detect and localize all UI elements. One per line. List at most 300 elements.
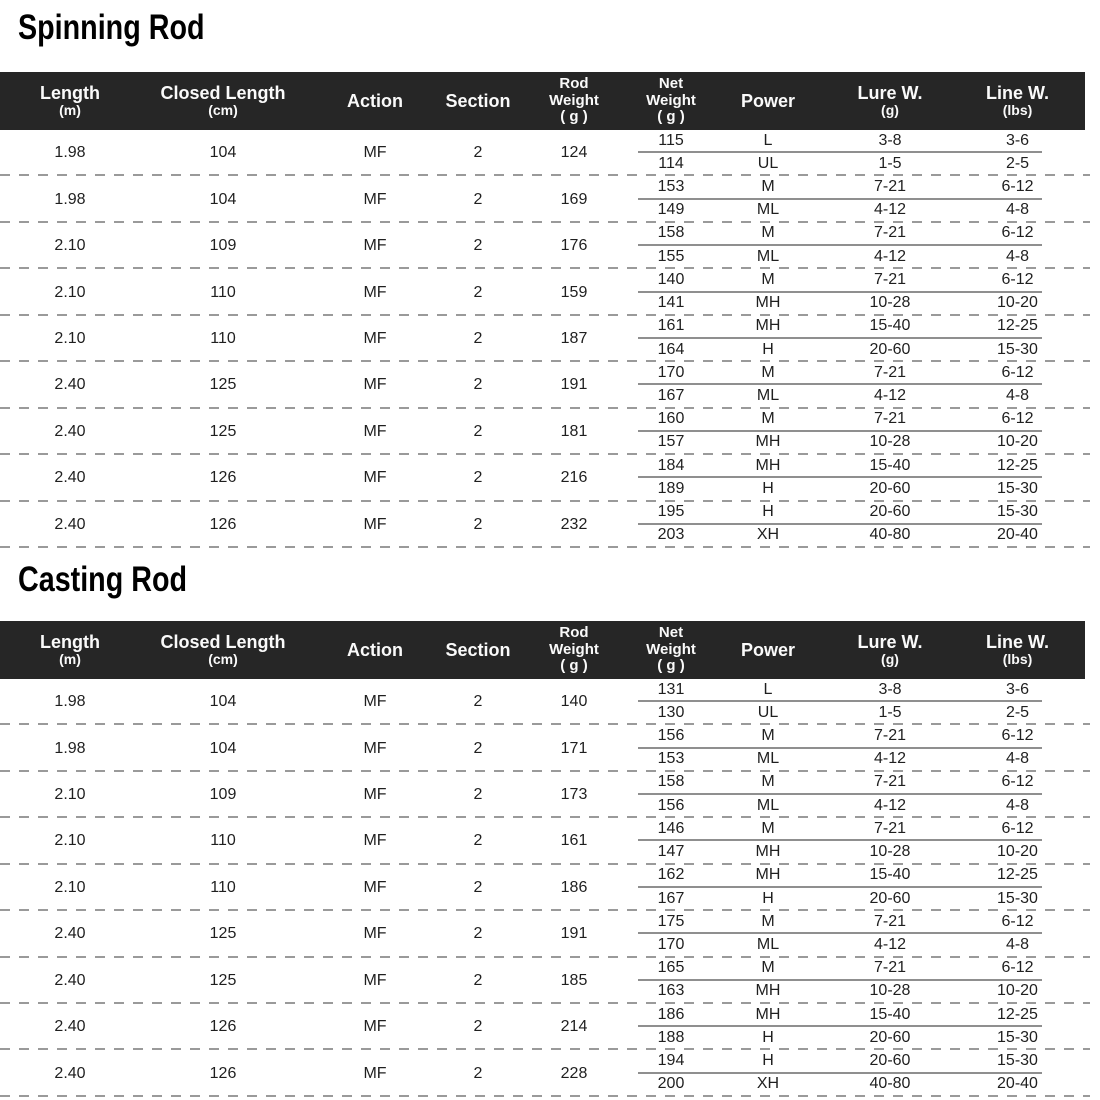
cell-rod-weight: 191	[560, 925, 588, 943]
cell-rod-weight: 191	[560, 376, 588, 394]
cell-lure-w: 7-21	[873, 959, 907, 977]
cell-line-w: 6-12	[1001, 726, 1034, 744]
cell-lure-w: 4-12	[873, 750, 907, 768]
cell-rod-weight: 173	[560, 786, 588, 804]
cell-section: 2	[473, 739, 483, 757]
variant-row	[636, 316, 1085, 337]
cell-power: MH	[755, 456, 781, 474]
cell-lure-w: 7-21	[873, 726, 907, 744]
header-label-line: Action	[347, 639, 403, 660]
variant-row	[636, 725, 1085, 746]
cell-net-weight: 162	[657, 866, 685, 884]
variant-row	[636, 385, 1085, 406]
cell-rod-weight: 187	[560, 329, 588, 347]
cell-length: 2.10	[54, 237, 86, 255]
column-header-length	[0, 83, 140, 119]
header-label-line: Section	[445, 90, 511, 111]
variant-block	[636, 725, 1085, 769]
cell-lure-w: 15-40	[869, 866, 911, 884]
cell-closed-length: 104	[209, 190, 237, 208]
variant-row	[636, 679, 1085, 700]
cell-net-weight: 160	[657, 410, 685, 428]
cell-net-weight: 189	[657, 479, 685, 497]
cell-line-w: 2-5	[1005, 154, 1030, 172]
variant-row	[636, 176, 1085, 197]
cell-length: 2.10	[54, 878, 86, 896]
cell-lure-w: 4-12	[873, 796, 907, 814]
variant-row	[636, 934, 1085, 955]
cell-power: H	[762, 503, 774, 521]
variant-row	[636, 981, 1085, 1002]
cell-line-w: 10-20	[997, 843, 1038, 861]
variant-block	[636, 1050, 1085, 1094]
header-label-line: (cm)	[208, 651, 238, 668]
cell-action: MF	[363, 376, 387, 394]
cell-lure-w: 7-21	[873, 363, 907, 381]
variant-row	[636, 1050, 1085, 1071]
variant-row	[636, 502, 1085, 523]
header-label-line: Rod	[559, 74, 589, 92]
column-header-length	[0, 632, 140, 668]
cell-net-weight: 153	[657, 750, 685, 768]
cell-length: 2.40	[54, 971, 86, 989]
column-header-section	[444, 640, 512, 660]
cell-length: 2.10	[54, 283, 86, 301]
variant-row	[636, 130, 1085, 151]
cell-length: 2.40	[54, 1064, 86, 1082]
cell-length: 2.40	[54, 925, 86, 943]
header-label-line: Weight	[646, 640, 696, 658]
variant-block	[636, 818, 1085, 862]
cell-net-weight: 186	[657, 1005, 685, 1023]
spinning-rod-body	[0, 130, 1085, 548]
cell-length: 2.40	[54, 469, 86, 487]
header-label-line: (lbs)	[1002, 651, 1033, 668]
cell-length: 1.98	[54, 739, 86, 757]
spinning-rod-header-row	[0, 72, 1085, 130]
cell-power: M	[761, 178, 775, 196]
column-header-action	[306, 640, 444, 660]
cell-line-w: 4-8	[1005, 750, 1030, 768]
cell-closed-length: 126	[209, 1064, 237, 1082]
cell-section: 2	[473, 283, 483, 301]
cell-line-w: 6-12	[1001, 773, 1034, 791]
header-label-line: Section	[445, 639, 511, 660]
cell-power: M	[761, 912, 775, 930]
cell-net-weight: 175	[657, 912, 685, 930]
column-header-lure-w	[830, 83, 950, 119]
variant-row	[636, 702, 1085, 723]
cell-action: MF	[363, 237, 387, 255]
cell-net-weight: 131	[657, 680, 685, 698]
cell-line-w: 15-30	[997, 1052, 1038, 1070]
cell-rod-weight: 232	[560, 515, 588, 533]
table-row	[0, 1004, 1085, 1050]
cell-power: ML	[756, 796, 780, 814]
cell-length: 2.40	[54, 376, 86, 394]
cell-lure-w: 10-28	[869, 843, 911, 861]
cell-line-w: 6-12	[1001, 410, 1034, 428]
cell-closed-length: 109	[209, 237, 237, 255]
variant-row	[636, 818, 1085, 839]
cell-power: UL	[757, 703, 779, 721]
cell-power: MH	[755, 982, 781, 1000]
variant-row	[636, 269, 1085, 290]
casting-rod-body	[0, 679, 1085, 1097]
variant-row	[636, 153, 1085, 174]
cell-line-w: 15-30	[997, 503, 1038, 521]
cell-power: L	[763, 131, 773, 149]
cell-lure-w: 4-12	[873, 201, 907, 219]
header-label-line: Action	[347, 90, 403, 111]
variant-block	[636, 130, 1085, 174]
variant-block	[636, 958, 1085, 1002]
spinning-rod-title: Spinning Rod	[18, 8, 205, 47]
cell-power: XH	[756, 526, 780, 544]
cell-closed-length: 126	[209, 1018, 237, 1036]
cell-power: ML	[756, 201, 780, 219]
cell-action: MF	[363, 1018, 387, 1036]
cell-line-w: 3-6	[1005, 131, 1030, 149]
variant-row	[636, 200, 1085, 221]
header-label-line: Weight	[646, 91, 696, 109]
cell-net-weight: 115	[658, 131, 684, 149]
cell-closed-length: 125	[209, 925, 237, 943]
cell-action: MF	[363, 422, 387, 440]
column-header-net-weight	[636, 625, 706, 675]
cell-net-weight: 130	[657, 703, 685, 721]
cell-net-weight: 170	[657, 935, 685, 953]
cell-closed-length: 126	[209, 469, 237, 487]
cell-power: H	[762, 479, 774, 497]
cell-section: 2	[473, 878, 483, 896]
header-label-line: Lure W.	[857, 83, 923, 104]
variant-block	[636, 911, 1085, 955]
cell-lure-w: 20-60	[869, 340, 911, 358]
cell-action: MF	[363, 469, 387, 487]
cell-line-w: 20-40	[997, 1075, 1038, 1093]
column-header-rod-weight	[512, 76, 636, 126]
header-label-line: Weight	[549, 91, 599, 109]
cell-rod-weight: 181	[560, 422, 588, 440]
cell-line-w: 12-25	[997, 1005, 1038, 1023]
table-row	[0, 865, 1085, 911]
cell-line-w: 4-8	[1005, 935, 1030, 953]
header-label-line: Lure W.	[857, 632, 923, 653]
variant-block	[636, 176, 1085, 220]
cell-power: M	[761, 819, 775, 837]
variant-row	[636, 958, 1085, 979]
cell-line-w: 4-8	[1005, 796, 1030, 814]
cell-rod-weight: 214	[560, 1018, 588, 1036]
cell-length: 2.40	[54, 515, 86, 533]
cell-length: 1.98	[54, 190, 86, 208]
cell-lure-w: 15-40	[869, 456, 911, 474]
variant-row	[636, 432, 1085, 453]
variant-block	[636, 679, 1085, 723]
variant-block	[636, 865, 1085, 909]
cell-closed-length: 104	[209, 693, 237, 711]
cell-lure-w: 7-21	[873, 178, 907, 196]
column-header-rod-weight	[512, 625, 636, 675]
variant-row	[636, 246, 1085, 267]
table-row	[0, 269, 1085, 315]
cell-action: MF	[363, 1064, 387, 1082]
header-label-line: Line W.	[986, 83, 1049, 104]
cell-net-weight: 163	[657, 982, 685, 1000]
column-header-lure-w	[830, 632, 950, 668]
header-label-line: ( g )	[560, 108, 588, 126]
spinning-rod-table	[0, 0, 1100, 548]
cell-lure-w: 7-21	[873, 270, 907, 288]
table-row	[0, 316, 1085, 362]
header-label-line: (g)	[881, 102, 899, 119]
cell-power: MH	[755, 294, 781, 312]
cell-line-w: 10-20	[997, 294, 1038, 312]
cell-net-weight: 114	[658, 154, 684, 172]
cell-line-w: 15-30	[997, 479, 1038, 497]
cell-closed-length: 110	[210, 329, 236, 347]
cell-lure-w: 20-60	[869, 1052, 911, 1070]
table-row	[0, 1050, 1085, 1096]
cell-net-weight: 158	[657, 773, 685, 791]
table-row	[0, 409, 1085, 455]
cell-action: MF	[363, 144, 387, 162]
cell-power: M	[761, 726, 775, 744]
cell-power: MH	[755, 866, 781, 884]
cell-section: 2	[473, 1018, 483, 1036]
cell-power: UL	[757, 154, 779, 172]
cell-section: 2	[473, 190, 483, 208]
cell-rod-weight: 171	[560, 739, 588, 757]
cell-lure-w: 10-28	[869, 982, 911, 1000]
variant-block	[636, 502, 1085, 546]
cell-rod-weight: 159	[560, 283, 588, 301]
cell-length: 2.40	[54, 422, 86, 440]
column-header-line-w	[950, 632, 1085, 668]
cell-net-weight: 167	[657, 889, 685, 907]
header-label-line: (m)	[59, 651, 81, 668]
cell-net-weight: 146	[657, 819, 685, 837]
variant-row	[636, 749, 1085, 770]
cell-length: 2.10	[54, 329, 86, 347]
cell-net-weight: 203	[657, 526, 685, 544]
cell-rod-weight: 140	[560, 693, 588, 711]
cell-closed-length: 126	[209, 515, 237, 533]
cell-line-w: 15-30	[997, 1028, 1038, 1046]
cell-closed-length: 110	[210, 832, 236, 850]
column-header-closed-length	[140, 632, 306, 668]
cell-line-w: 4-8	[1005, 201, 1030, 219]
cell-section: 2	[473, 144, 483, 162]
variant-row	[636, 409, 1085, 430]
header-label-line: (m)	[59, 102, 81, 119]
cell-lure-w: 3-8	[878, 131, 902, 149]
variant-row	[636, 455, 1085, 476]
cell-action: MF	[363, 878, 387, 896]
cell-rod-weight: 124	[560, 144, 588, 162]
header-label-line: (g)	[881, 651, 899, 668]
variant-block	[636, 269, 1085, 313]
header-label-line: ( g )	[657, 108, 685, 126]
cell-net-weight: 184	[657, 456, 685, 474]
cell-power: L	[763, 680, 773, 698]
cell-line-w: 2-5	[1005, 703, 1030, 721]
cell-section: 2	[473, 422, 483, 440]
variant-row	[636, 1074, 1085, 1095]
cell-lure-w: 20-60	[869, 889, 911, 907]
cell-rod-weight: 176	[560, 237, 588, 255]
cell-power: H	[762, 1052, 774, 1070]
variant-row	[636, 362, 1085, 383]
header-label-line: Weight	[549, 640, 599, 658]
table-row	[0, 362, 1085, 408]
casting-rod-header-row	[0, 621, 1085, 679]
table-row	[0, 223, 1085, 269]
cell-net-weight: 195	[657, 503, 685, 521]
cell-line-w: 6-12	[1001, 224, 1034, 242]
table-row	[0, 818, 1085, 864]
cell-lure-w: 4-12	[873, 247, 907, 265]
cell-line-w: 10-20	[997, 433, 1038, 451]
cell-action: MF	[363, 283, 387, 301]
header-label-line: ( g )	[657, 657, 685, 675]
cell-closed-length: 125	[209, 422, 237, 440]
cell-line-w: 6-12	[1001, 178, 1034, 196]
cell-length: 2.40	[54, 1018, 86, 1036]
variant-row	[636, 888, 1085, 909]
cell-power: ML	[756, 387, 780, 405]
cell-action: MF	[363, 925, 387, 943]
variant-block	[636, 455, 1085, 499]
cell-lure-w: 15-40	[869, 1005, 911, 1023]
variant-block	[636, 1004, 1085, 1048]
variant-row	[636, 223, 1085, 244]
header-label-line: Closed Length	[160, 632, 286, 653]
cell-net-weight: 153	[657, 178, 685, 196]
cell-power: ML	[756, 247, 780, 265]
cell-action: MF	[363, 739, 387, 757]
cell-lure-w: 4-12	[873, 387, 907, 405]
variant-block	[636, 772, 1085, 816]
cell-lure-w: 1-5	[878, 154, 902, 172]
table-row	[0, 772, 1085, 818]
header-label-line: (lbs)	[1002, 102, 1033, 119]
cell-power: M	[761, 410, 775, 428]
cell-lure-w: 7-21	[873, 819, 907, 837]
cell-line-w: 12-25	[997, 317, 1038, 335]
cell-length: 2.10	[54, 832, 86, 850]
cell-line-w: 20-40	[997, 526, 1038, 544]
cell-length: 2.10	[54, 786, 86, 804]
cell-net-weight: 167	[657, 387, 685, 405]
cell-line-w: 10-20	[997, 982, 1038, 1000]
table-row	[0, 502, 1085, 548]
cell-power: M	[761, 224, 775, 242]
cell-power: MH	[755, 317, 781, 335]
cell-line-w: 4-8	[1005, 387, 1030, 405]
column-header-action	[306, 91, 444, 111]
cell-line-w: 6-12	[1001, 819, 1034, 837]
header-label-line: Power	[740, 639, 796, 660]
cell-power: MH	[755, 433, 781, 451]
cell-net-weight: 165	[657, 959, 685, 977]
column-header-line-w	[950, 83, 1085, 119]
cell-lure-w: 20-60	[869, 503, 911, 521]
header-label-line: ( g )	[560, 657, 588, 675]
cell-lure-w: 7-21	[873, 410, 907, 428]
cell-line-w: 12-25	[997, 456, 1038, 474]
cell-section: 2	[473, 786, 483, 804]
header-label-line: Power	[740, 90, 796, 111]
cell-lure-w: 20-60	[869, 479, 911, 497]
cell-net-weight: 200	[657, 1075, 685, 1093]
cell-action: MF	[363, 832, 387, 850]
table-row	[0, 958, 1085, 1004]
variant-block	[636, 316, 1085, 360]
cell-lure-w: 40-80	[869, 526, 911, 544]
cell-lure-w: 1-5	[878, 703, 902, 721]
cell-section: 2	[473, 237, 483, 255]
variant-block	[636, 223, 1085, 267]
cell-action: MF	[363, 515, 387, 533]
cell-section: 2	[473, 1064, 483, 1082]
variant-row	[636, 293, 1085, 314]
cell-net-weight: 188	[657, 1028, 685, 1046]
cell-action: MF	[363, 971, 387, 989]
column-header-section	[444, 91, 512, 111]
header-label-line: Net	[658, 623, 684, 641]
variant-row	[636, 525, 1085, 546]
header-label-line: (cm)	[208, 102, 238, 119]
cell-net-weight: 156	[657, 796, 685, 814]
table-row	[0, 911, 1085, 957]
header-label-line: Length	[40, 632, 100, 653]
cell-rod-weight: 228	[560, 1064, 588, 1082]
cell-lure-w: 4-12	[873, 935, 907, 953]
cell-power: H	[762, 889, 774, 907]
cell-action: MF	[363, 329, 387, 347]
cell-lure-w: 7-21	[873, 912, 907, 930]
cell-net-weight: 155	[657, 247, 685, 265]
cell-length: 1.98	[54, 144, 86, 162]
casting-rod-title: Casting Rod	[18, 559, 188, 599]
cell-rod-weight: 216	[560, 469, 588, 487]
cell-line-w: 12-25	[997, 866, 1038, 884]
table-row	[0, 679, 1085, 725]
variant-block	[636, 409, 1085, 453]
cell-net-weight: 194	[657, 1052, 685, 1070]
cell-line-w: 4-8	[1005, 247, 1030, 265]
cell-lure-w: 10-28	[869, 433, 911, 451]
column-header-power	[706, 91, 830, 111]
cell-closed-length: 104	[209, 144, 237, 162]
variant-row	[636, 911, 1085, 932]
variant-row	[636, 1004, 1085, 1025]
cell-closed-length: 109	[209, 786, 237, 804]
cell-net-weight: 141	[657, 294, 685, 312]
cell-net-weight: 157	[657, 433, 685, 451]
cell-rod-weight: 169	[560, 190, 588, 208]
cell-closed-length: 125	[209, 971, 237, 989]
cell-power: MH	[755, 1005, 781, 1023]
cell-lure-w: 10-28	[869, 294, 911, 312]
table-row	[0, 725, 1085, 771]
column-header-net-weight	[636, 76, 706, 126]
cell-rod-weight: 186	[560, 878, 588, 896]
cell-net-weight: 140	[657, 270, 685, 288]
cell-net-weight: 147	[657, 843, 685, 861]
